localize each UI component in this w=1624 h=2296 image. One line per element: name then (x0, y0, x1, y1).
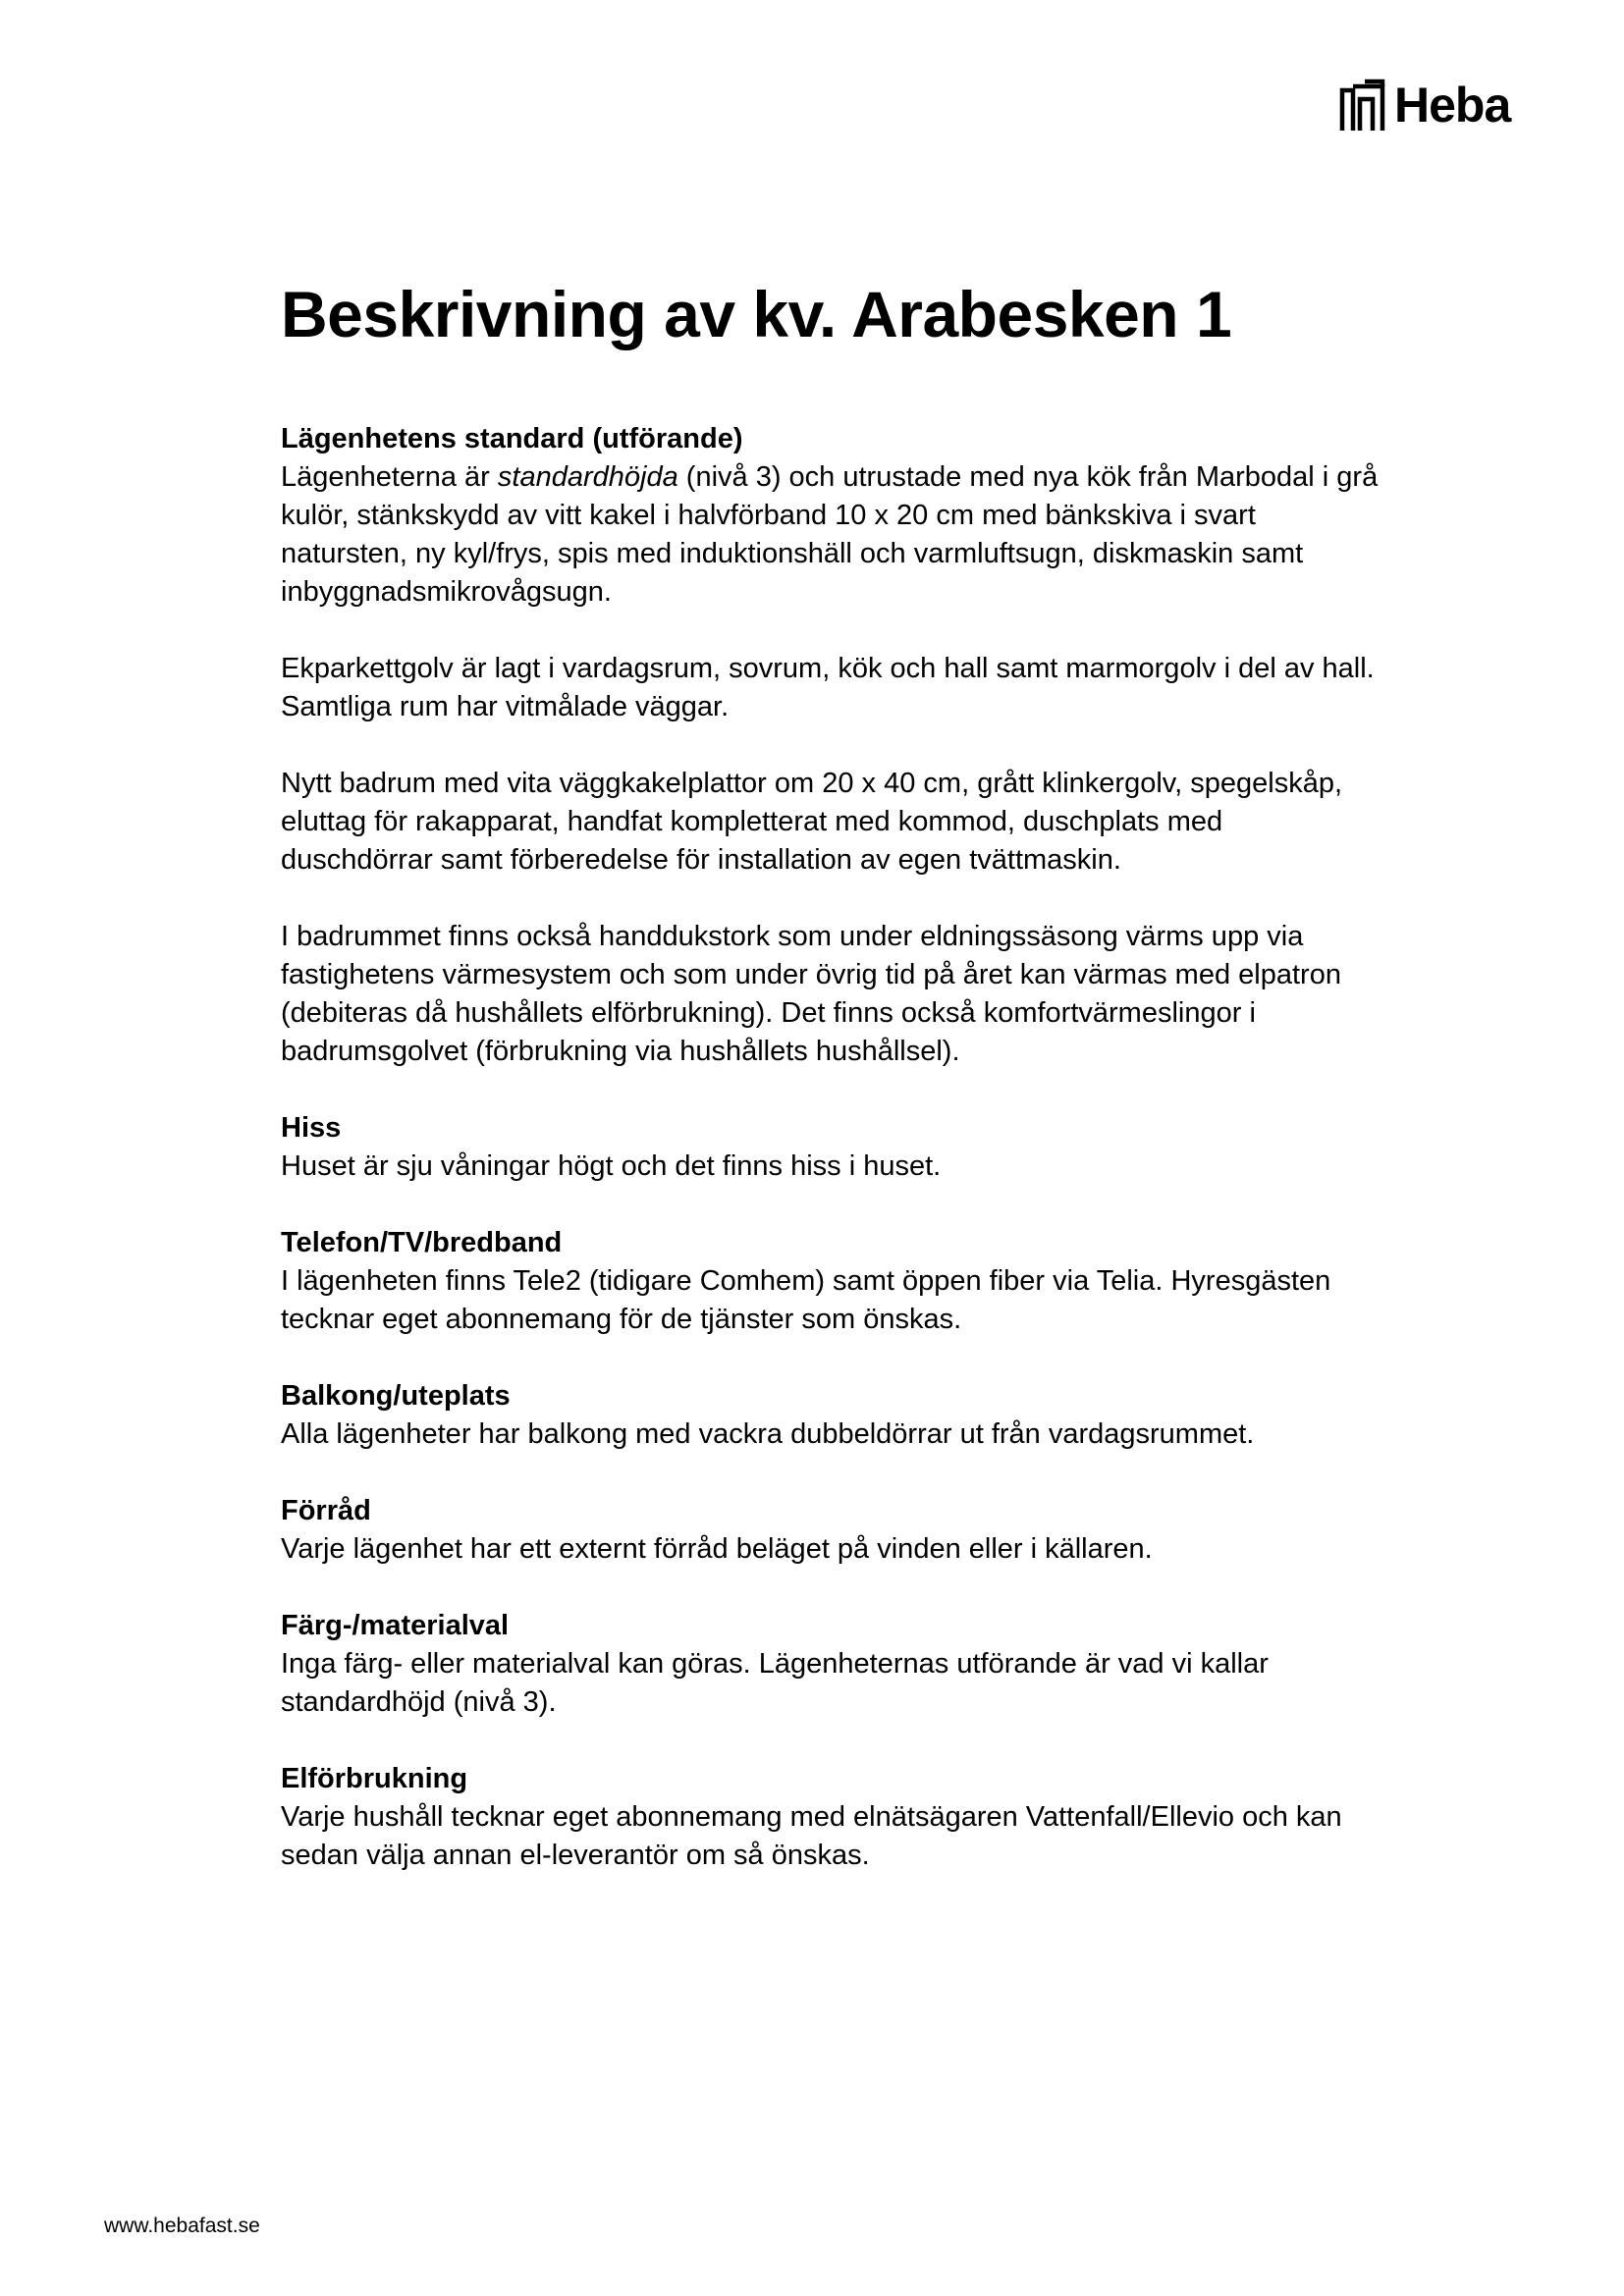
section-hiss (281, 1109, 1380, 1186)
section-forrad (281, 1492, 1380, 1569)
section-heading: Lägenhetens standard (utförande) (281, 423, 743, 454)
section-paragraph: Nytt badrum med vita väggkakelplattor om 20 x 40 cm, grått klinkergolv, spegelskåp, eluttag för rakapparat, handfat kompletterat med kommod, duschplats med duschdörrar samt förberedelse för installation av egen tvättmaskin. (281, 768, 1343, 876)
paragraph-text: Lägenheterna är (281, 461, 498, 493)
section-standard (281, 420, 1380, 1071)
section-paragraph: I badrummet finns också handdukstork som under eldningssäsong värms upp via fastighetens värmesystem och som under övrig tid på året kan värmas med elpatron (debiteras då hushållets elförbrukning). Det finns också komfortvärmeslingor i badrumsgolvet (förbrukning via hushållets hushållsel). (281, 921, 1341, 1067)
section-paragraph: Alla lägenheter har balkong med vackra dubbeldörrar ut från vardagsrummet. (281, 1418, 1255, 1450)
section-elforbrukning (281, 1760, 1380, 1875)
logo-text: Heba (1394, 78, 1511, 133)
section-paragraph: Ekparkettgolv är lagt i vardagsrum, sovrum, kök och hall samt marmorgolv i del av hall. Samtliga rum har vitmålade väggar. (281, 653, 1375, 722)
section-materialval (281, 1607, 1380, 1722)
section-paragraph: Varje lägenhet har ett externt förråd beläget på vinden eller i källaren. (281, 1533, 1153, 1565)
section-heading: Förråd (281, 1495, 371, 1526)
section-paragraph: Huset är sju våningar högt och det finns hiss i huset. (281, 1150, 942, 1182)
section-paragraph: Inga färg- eller materialval kan göras. Lägenheternas utförande är vad vi kallar standardhöjd (nivå 3). (281, 1648, 1269, 1718)
section-heading: Hiss (281, 1112, 342, 1144)
building-icon (1339, 79, 1386, 132)
footer-url: www.hebafast.se (104, 2215, 260, 2237)
section-heading: Telefon/TV/bredband (281, 1227, 563, 1258)
section-heading: Elförbrukning (281, 1763, 468, 1794)
section-balkong (281, 1377, 1380, 1454)
section-heading: Färg-/materialval (281, 1610, 510, 1641)
section-paragraph: I lägenheten finns Tele2 (tidigare Comhem) samt öppen fiber via Telia. Hyresgästen tecknar eget abonnemang för de tjänster som önskas. (281, 1265, 1331, 1335)
paragraph-text: (nivå 3) och utrustade med nya kök från Marbodal i grå kulör, stänkskydd av vitt kakel i halvförband 10 x 20 cm med bänkskiva i svart natursten, ny kyl/frys, spis med induktionshäll och varmluftsugn, diskmaskin samt inbyggnadsmikrovågsugn. (281, 461, 1379, 608)
section-paragraph: Varje hushåll tecknar eget abonnemang med elnätsägaren Vattenfall/Ellevio och kan sedan välja annan el-leverantör om så önskas. (281, 1801, 1342, 1871)
heba-logo (1339, 77, 1510, 133)
emphasis-text: standardhöjda (497, 461, 678, 493)
section-paragraph (281, 458, 1380, 612)
document-body (281, 420, 1380, 1913)
section-heading: Balkong/uteplats (281, 1380, 511, 1412)
section-telefon-tv-bredband (281, 1224, 1380, 1339)
page-title: Beskrivning av kv. Arabesken 1 (281, 278, 1232, 350)
